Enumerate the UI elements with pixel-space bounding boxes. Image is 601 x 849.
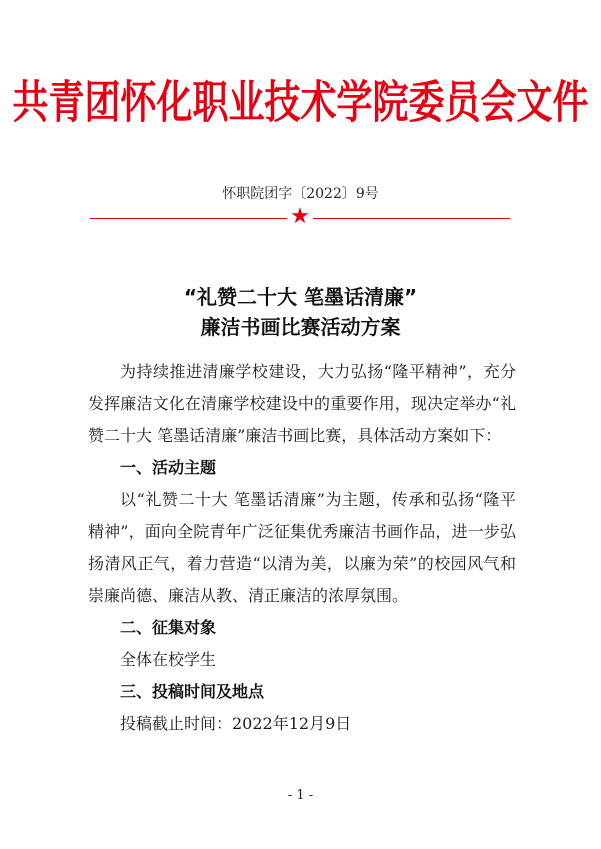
intro-paragraph: 为持续推进清廉学校建设，大力弘扬“隆平精神”，充分发挥廉洁文化在清廉学校建设中的重要作用，现决定举办“礼赞二十大 笔墨话清廉”廉洁书画比赛，具体活动方案如下： — [88, 362, 516, 445]
document-title-line1: “礼赞二十大 笔墨话清廉” — [183, 285, 418, 309]
document-body — [88, 356, 516, 740]
section3-heading: 三、投稿时间及地点 — [120, 682, 265, 701]
divider-line-right — [313, 218, 510, 219]
section1-heading: 一、活动主题 — [120, 458, 217, 477]
section3-paragraph: 投稿截止时间：2022年12月9日 — [120, 714, 352, 733]
page-number: - 1 - — [287, 788, 314, 803]
star-icon: ★ — [290, 204, 310, 229]
section2-paragraph: 全体在校学生 — [120, 650, 217, 669]
section1-paragraph: 以“礼赞二十大 笔墨话清廉”为主题，传承和弘扬“隆平精神”，面向全院青年广泛征集优秀廉洁书画作品，进一步弘扬清风正气，着力营造“以清为美，以廉为荣”的校园风气和崇廉尚德、廉洁从教、清正廉洁的浓厚氛围。 — [88, 490, 516, 605]
document-title-line2: 廉洁书画比赛活动方案 — [200, 315, 401, 339]
section2-heading: 二、征集对象 — [120, 618, 217, 637]
divider-line-left — [90, 218, 287, 219]
document-number: 怀职院团字〔2022〕9号 — [222, 186, 379, 202]
header-divider — [90, 204, 510, 229]
organization-header: 共青团怀化职业技术学院委员会文件 — [12, 77, 589, 129]
